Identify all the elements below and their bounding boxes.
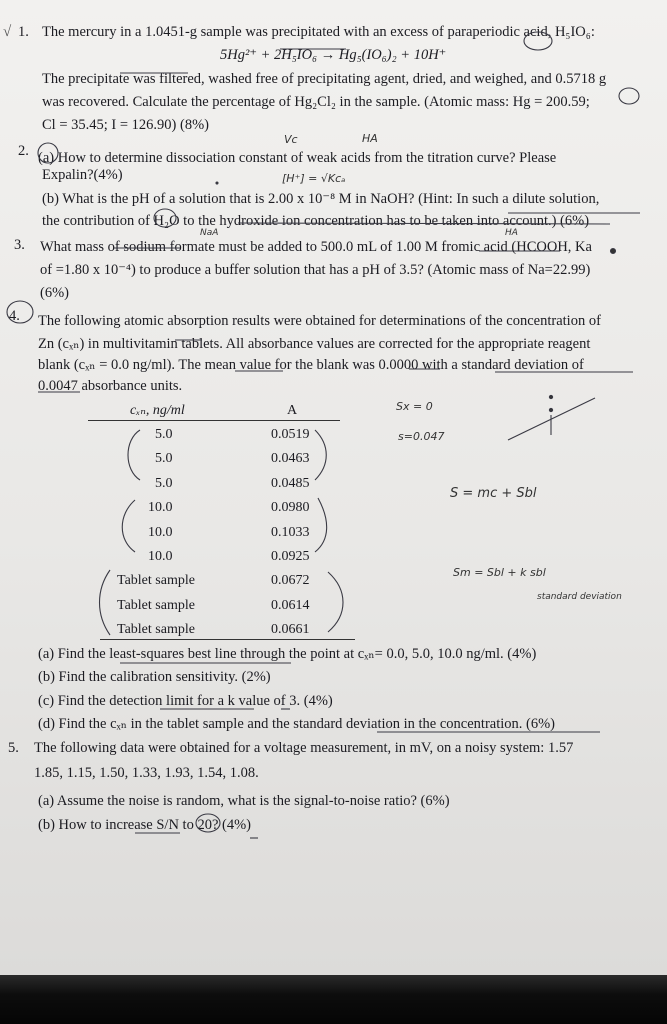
table-header-rule [88, 420, 340, 421]
table-cell-concentration: 10.0 [148, 500, 173, 516]
dot-2 [549, 408, 552, 411]
circle-g [619, 88, 639, 104]
q5-part-a: (a) Assume the noise is random, what is the signal-to-noise ratio? (6%) [38, 793, 450, 809]
hw-h-formula: [H⁺] = √Kcₐ [282, 172, 346, 185]
bracket-right-3 [328, 572, 343, 632]
q3-line3: (6%) [40, 285, 69, 301]
q5-part-b: (b) How to increase S/N to 20? (4%) [38, 817, 252, 833]
q4-line2: Zn (cₓₙ) in multivitamin tablets. All absorbance values are corrected for the appropriate reagent [38, 336, 591, 352]
q1-number: 1. [18, 24, 29, 40]
hw-sx: Sx = 0 [396, 400, 433, 413]
dot-1 [549, 395, 552, 398]
table-cell-absorbance: 0.0925 [271, 549, 310, 564]
table-cell-absorbance: 0.0614 [271, 597, 310, 613]
hw-naa: NaA [200, 228, 219, 238]
hw-ha: HA [362, 132, 378, 145]
table-cell-concentration: 10.0 [148, 549, 173, 564]
table-cell-concentration: 5.0 [155, 427, 173, 442]
q4-part-d: (d) Find the cₓₙ in the tablet sample and the standard deviation in the concentration. (6%) [38, 716, 556, 732]
table-cell-absorbance: 0.0672 [271, 573, 310, 589]
bracket-left-1 [128, 430, 140, 480]
table-header-absorbance: A [287, 403, 298, 418]
q2-line4: the contribution of H₂O to the hydroxide ion concentration has to be taken into account.) (6%) [42, 213, 590, 229]
q1-line3: was recovered. Calculate the percentage of Hg₂Cl₂ in the sample. (Atomic mass: Hg = 200.59; [42, 94, 590, 110]
table-cell-concentration: 5.0 [155, 475, 173, 491]
table-bottom-rule [100, 639, 355, 640]
table-cell-absorbance: 0.0485 [271, 475, 310, 491]
q5-number: 5. [8, 740, 19, 756]
q5-line2: 1.85, 1.15, 1.50, 1.33, 1.93, 1.54, 1.08. [34, 765, 259, 781]
bracket-right-2 [315, 498, 327, 552]
q4-part-c: (c) Find the detection limit for a k value of 3. (4%) [38, 693, 333, 709]
hw-sm: Sm = Sbl + k sbl [453, 566, 546, 579]
table-cell-absorbance: 0.0519 [271, 427, 310, 442]
q2-line2: Expalin?(4%) [42, 167, 123, 183]
table-cell-absorbance: 0.0661 [271, 622, 310, 638]
q3-line1: What mass of sodium formate must be added to 500.0 mL of 1.00 M fromic acid (HCOOH, Ka [40, 239, 592, 255]
table-header-conc: cₓₙ, ng/ml [130, 403, 185, 418]
q4-part-a: (a) Find the least-squares best line through the point at cₓₙ= 0.0, 5.0, 10.0 ng/ml. (4%) [38, 646, 537, 662]
table-cell-concentration: Tablet sample [117, 622, 195, 638]
checkmark: √ [3, 24, 12, 40]
table-cell-concentration: 10.0 [148, 524, 173, 540]
sketch-line [508, 398, 595, 440]
hw-s-eq: S = mc + Sbl [450, 486, 537, 501]
q1-line2: The precipitate was filtered, washed free of precipitating agent, dried, and weighed, and 0.5718 g [42, 71, 607, 87]
q2-line3: (b) What is the pH of a solution that is 2.00 x 10⁻⁸ M in NaOH? (Hint: In such a dilute solution, [42, 191, 600, 207]
dot-3 [216, 182, 218, 184]
hw-vc: Vc [284, 133, 298, 146]
table-cell-absorbance: 0.0980 [271, 500, 310, 516]
table-cell-concentration: Tablet sample [117, 573, 195, 589]
q1-line1: The mercury in a 1.0451-g sample was precipitated with an excess of paraperiodic acid, H₅IO₆: [42, 24, 595, 40]
table-cell-concentration: Tablet sample [117, 597, 195, 613]
hw-s: s=0.047 [398, 430, 445, 443]
hw-std: standard deviation [537, 592, 622, 602]
q4-number: 4. [9, 308, 20, 324]
dot-ka [611, 249, 616, 254]
q2-number: 2. [18, 143, 29, 159]
dark-bottom-edge [0, 975, 667, 1024]
q5-line1: The following data were obtained for a voltage measurement, in mV, on a noisy system: 1.57 [34, 740, 574, 756]
q4-line1: The following atomic absorption results were obtained for determinations of the concentration of [38, 313, 601, 329]
hw-ha2: HA [505, 228, 518, 238]
q1-line4: Cl = 35.45; I = 126.90) (8%) [42, 117, 209, 133]
table-cell-absorbance: 0.0463 [271, 451, 310, 467]
q3-line2: of =1.80 x 10⁻⁴) to produce a buffer solution that has a pH of 3.5? (Atomic mass of Na=22.99) [40, 262, 591, 278]
table-cell-concentration: 5.0 [155, 451, 173, 467]
q4-line4: 0.0047 absorbance units. [38, 378, 183, 394]
q2-line1: (a) How to determine dissociation constant of weak acids from the titration curve? Please [38, 150, 557, 166]
bracket-left-2 [122, 500, 135, 552]
table-cell-absorbance: 0.1033 [271, 524, 310, 540]
q4-part-b: (b) Find the calibration sensitivity. (2%) [38, 669, 271, 685]
bracket-right-1 [315, 430, 326, 480]
q3-number: 3. [14, 237, 25, 253]
q4-line3: blank (cₓₙ = 0.0 ng/ml). The mean value for the blank was 0.0000 with a standard deviation of [38, 357, 584, 373]
bracket-left-3 [100, 570, 111, 635]
q1-equation: 5Hg²⁺ + 2H₅IO₆ → Hg₅(IO₆)₂ + 10H⁺ [220, 47, 447, 63]
